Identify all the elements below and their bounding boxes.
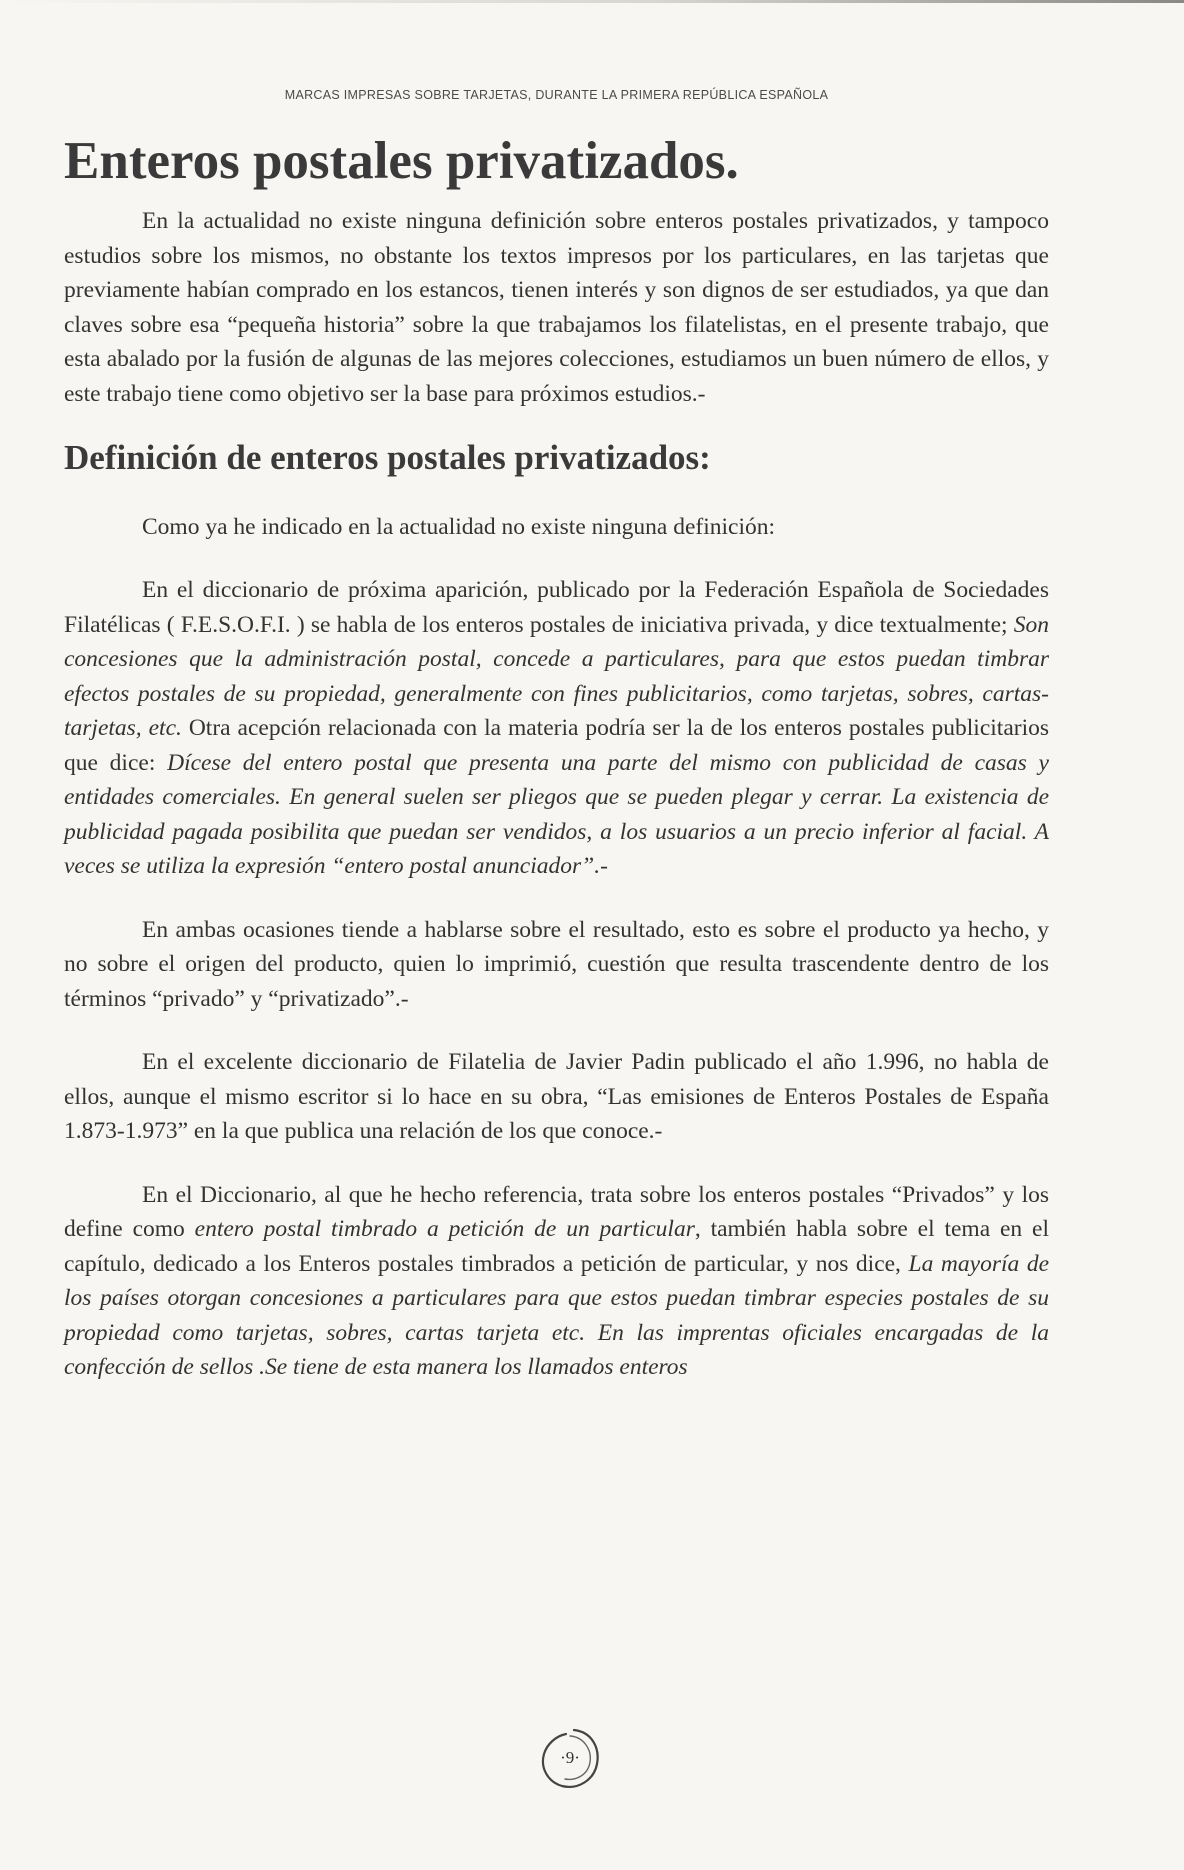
page-number-badge [534,1722,606,1794]
paragraph-6 [64,1178,1049,1385]
paragraph-3-quote-b: Dícese del entero postal que presenta una parte del mismo con publicidad de casas y entidades comerciales. En general suelen ser pliegos que se pueden plegar y cerrar. La existencia de publicidad pagada posibilita que puedan ser vendidos, a los usuarios a un precio inferior al facial. A veces se utiliza la expresión “entero postal anunciador”. [64,749,1049,880]
intro-paragraph: En la actualidad no existe ninguna definición sobre enteros postales privatizados, y tampoco estudios sobre los mismos, no obstante los textos impresos por los particulares, en las tarjetas que previamente habían comprado en los estancos, tienen interés y son dignos de ser estudiados, ya que dan claves sobre esa “pequeña historia” sobre la que trabajamos los filatelistas, en el presente trabajo, que esta abalado por la fusión de algunas de las mejores colecciones, estudiamos un buen número de ellos, y este trabajo tiene como objetivo ser la base para próximos estudios.- [64,208,1049,407]
paragraph-3-text-b: Otra acepción relacionada con la materia podría ser la de los enteros postales publicitarios que dice: [64,715,1049,776]
section-title: Definición de enteros postales privatizados: [64,438,711,478]
paragraph-3-text-c: - [600,853,608,880]
page-number: ·9· [560,1748,580,1767]
paragraph-3 [64,573,1049,884]
paragraph-5: En el excelente diccionario de Filatelia de Javier Padin publicado el año 1.996, no habla de ellos, aunque el mismo escritor si lo hace en su obra, “Las emisiones de Enteros Postales de España 1.873-1.973” en la que publica una relación de los que conoce.- [64,1049,1049,1145]
paragraph-2: Como ya he indicado en la actualidad no existe ninguna definición: [142,513,776,540]
paragraph-6-quote-b: La mayoría de los países otorgan concesiones a particulares para que estos puedan timbrar especies postales de su propiedad como tarjetas, sobres, cartas tarjeta etc. En las imprentas oficiales encargadas de la confección de sellos .Se tiene de esta manera los llamados enteros [64,1250,1049,1381]
paragraph-3-quote-a: Son concesiones que la administración postal, concede a particulares, para que estos puedan timbrar efectos postales de su propiedad, generalmente con fines publicitarios, como tarjetas, sobres, cartas-tarjetas, etc. [64,611,1049,742]
paragraph-6-quote-a: entero postal timbrado a petición de un particular [194,1216,695,1243]
paragraph-6-text-b: , también habla sobre el tema en el capítulo, dedicado a los Enteros postales timbrados a petición de particular, y nos dice, [64,1216,1049,1277]
page-title: Enteros postales privatizados. [64,132,739,190]
paragraph-6-text-a: En el Diccionario, al que he hecho referencia, trata sobre los enteros postales “Privados” y los define como [64,1181,1049,1243]
top-rule [0,0,1184,3]
paragraph-4: En ambas ocasiones tiende a hablarse sobre el resultado, esto es sobre el producto ya hecho, y no sobre el origen del producto, quien lo imprimió, cuestión que resulta trascendente dentro de los términos “privado” y “privatizado”.- [64,916,1049,1012]
running-header: MARCAS IMPRESAS SOBRE TARJETAS, DURANTE LA PRIMERA REPÚBLICA ESPAÑOLA [284,88,829,102]
page-body [64,88,1049,1414]
paragraph-3-text-a: En el diccionario de próxima aparición, publicado por la Federación Española de Sociedades Filatélicas ( F.E.S.O.F.I. ) se habla de los enteros postales de iniciativa privada, y dice textualmente; [64,577,1049,638]
